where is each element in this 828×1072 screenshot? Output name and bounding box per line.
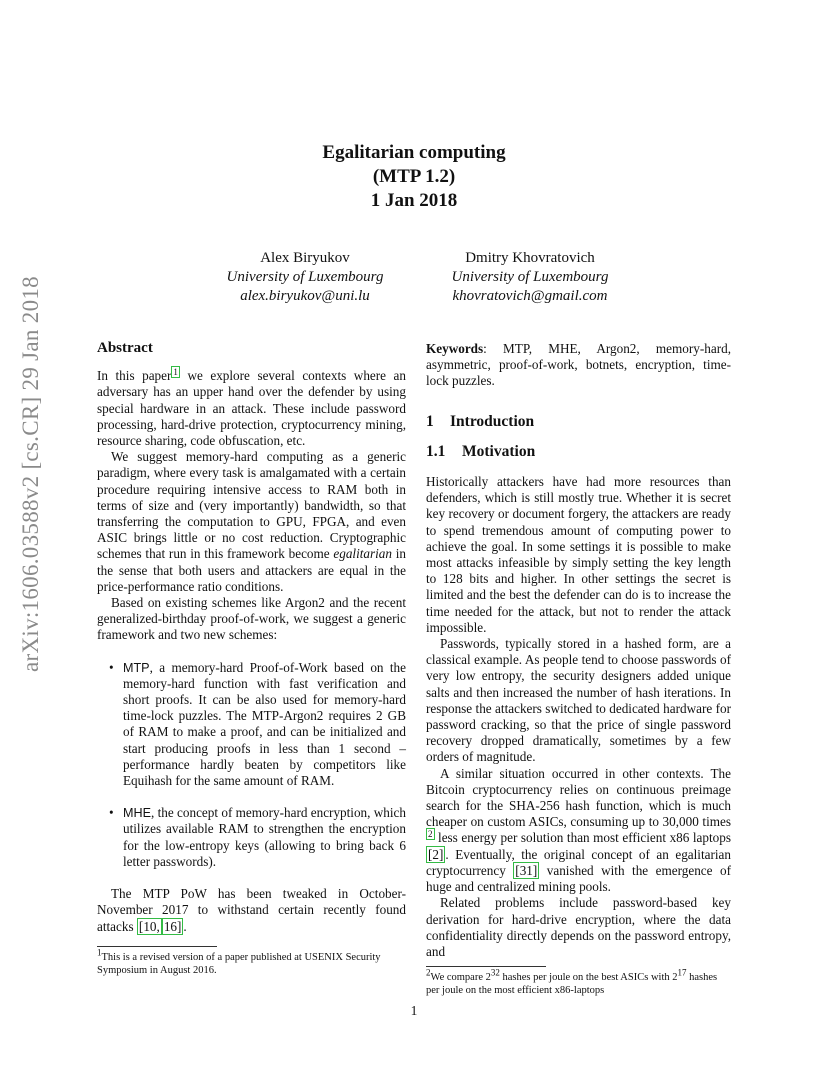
list-item bbox=[97, 660, 406, 790]
abstract-p2-start: We suggest memory-hard computing as a generic paradigm, where every task is amalgamated with a certain procedure requiring intensive access to RAM both in terms of size and (very importantly) bandwidth, so that transferring the computation to GPU, FPGA, and even ASIC brings little or no cost reduction. Cryptographic schemes that run in this framework become bbox=[97, 449, 406, 562]
abstract-paragraph-2 bbox=[97, 449, 406, 595]
section-heading bbox=[426, 414, 731, 430]
footnote-text: We compare 2 bbox=[430, 972, 491, 984]
paper-version: (MTP 1.2) bbox=[372, 166, 456, 187]
subsection-heading bbox=[426, 444, 731, 460]
intro-p3-part: less energy per solution than most efficient x86 laptops bbox=[434, 830, 731, 846]
footnote-text: hashes per joule on the most efficient x86-laptops bbox=[426, 972, 718, 997]
citation-link[interactable]: 16] bbox=[163, 918, 182, 934]
abstract-p4-end: . bbox=[183, 918, 187, 934]
bullet-icon: • bbox=[109, 805, 114, 821]
footnote-1 bbox=[97, 947, 406, 977]
scheme-list bbox=[97, 660, 406, 870]
keywords-label: Keywords bbox=[426, 341, 484, 356]
scheme-name: MHE bbox=[123, 806, 151, 821]
intro-paragraph-1: Historically attackers have had more resources than defenders, which is still mostly true. Whether it is secret key recovery or document forgery, the attackers are ready to spend tremendous amount of computing power to achieve the goal. In some settings it is possible to make most attacks infeasible by simply setting the key length to 128 bits and higher. In other settings the secret is limited and the best the defender can do is to increase the time needed for the attack, but not to render the attack impossible. bbox=[426, 474, 731, 635]
footnote-text: hashes per joule on the best ASICs with 2 bbox=[499, 972, 678, 984]
left-column bbox=[97, 340, 406, 977]
abstract-p2-emphasis: egalitarian bbox=[333, 546, 392, 562]
author-email: alex.biryukov@uni.lu bbox=[240, 288, 370, 304]
citation-link[interactable]: [31] bbox=[515, 862, 538, 878]
author-affiliation: University of Luxembourg bbox=[226, 269, 384, 285]
author-name: Alex Biryukov bbox=[260, 250, 350, 266]
author-1 bbox=[200, 249, 410, 306]
subsection-title: Motivation bbox=[462, 442, 536, 460]
intro-p3-start: A similar situation occurred in other contexts. The Bitcoin cryptocurrency relies on continuous preimage search for the SHA-256 hash function, which is much cheaper on custom ASICs, consuming up to 30,000 times bbox=[426, 765, 731, 830]
scheme-description: , the concept of memory-hard encryption, which utilizes available RAM to strengthen the encryption for the low-entropy keys (allowing to bring back 6 letter passwords). bbox=[123, 805, 406, 869]
subsection-number: 1.1 bbox=[426, 442, 446, 460]
footnote-exponent: 17 bbox=[677, 967, 687, 978]
intro-paragraph-4: Related problems include password-based key derivation for hard-drive encryption, where the data confidentiality directly depends on the password entropy, and bbox=[426, 895, 731, 959]
paper-date: 1 Jan 2018 bbox=[370, 190, 458, 211]
section-title: Introduction bbox=[450, 412, 535, 430]
right-column bbox=[426, 341, 731, 997]
intro-paragraph-3 bbox=[426, 766, 731, 896]
abstract-paragraph-1 bbox=[97, 368, 406, 449]
paper-title: Egalitarian computing bbox=[322, 142, 506, 163]
list-item bbox=[97, 805, 406, 870]
intro-paragraph-2: Passwords, typically stored in a hashed form, are a classical example. As people tend to choose passwords of very low entropy, the security designers added unique salts and then increased the number of hash iterations. In response the attackers switched to dedicated hardware for password cracking, so that the price of single password recovery dropped dramatically, sometimes by a few orders of magnitude. bbox=[426, 636, 731, 765]
citation-link[interactable]: [2] bbox=[428, 846, 444, 862]
citation-link[interactable]: [10, bbox=[138, 918, 160, 934]
keywords-list: : MTP, MHE, Argon2, memory-hard, asymmetric, proof-of-work, botnets, encryption, time-lock puzzles. bbox=[426, 341, 731, 389]
author-email: khovratovich@gmail.com bbox=[452, 288, 608, 304]
abstract-p1-start: In this paper bbox=[97, 368, 172, 384]
footnote-mark: 1 bbox=[97, 947, 102, 958]
footnote-exponent: 32 bbox=[490, 967, 500, 978]
footnote-1-link[interactable]: 1 bbox=[173, 366, 178, 377]
abstract-p4-start: The MTP PoW has been tweaked in October-November 2017 to withstand certain recently found attacks bbox=[97, 886, 406, 934]
intro-p3-part: . Eventually, the original concept of an egalitarian cryptocurrency bbox=[426, 846, 731, 878]
abstract-heading: Abstract bbox=[97, 340, 153, 356]
abstract-p1-rest: we explore several contexts where an adversary has an upper hand over the defender by using special hardware in an attack. These include password processing, hard-drive protection, cryptocurrency mining, resource sharing, code obfuscation, etc. bbox=[97, 368, 406, 449]
keywords-paragraph bbox=[426, 341, 731, 390]
abstract-p2-rest: in the sense that both users and attackers are equal in the price-performance ratio conditions. bbox=[97, 546, 406, 594]
section-number: 1 bbox=[426, 412, 434, 430]
abstract-paragraph-3: Based on existing schemes like Argon2 and the recent generalized-birthday proof-of-work, we suggest a generic framework and two new schemes: bbox=[97, 595, 406, 643]
scheme-name: MTP bbox=[123, 660, 150, 675]
footnote-text: This is a revised version of a paper published at USENIX Security Symposium in August 2016. bbox=[97, 951, 381, 976]
abstract-paragraph-4 bbox=[97, 886, 406, 935]
author-name: Dmitry Khovratovich bbox=[465, 250, 595, 266]
footnote-mark: 2 bbox=[426, 967, 431, 978]
intro-p3-end: vanished with the emergence of huge and centralized mining pools. bbox=[426, 862, 731, 895]
footnote-2-link[interactable]: 2 bbox=[428, 829, 433, 840]
scheme-description: , a memory-hard Proof-of-Work based on the memory-hard function with fast verification and short proofs. It can be also used for memory-hard time-lock puzzles. The MTP-Argon2 requires 2 GB of RAM to make a proof, and can be initialized and start producing proofs in less than 1 second – performance hardly beaten by competitors like Equihash for the same amount of RAM. bbox=[123, 659, 406, 789]
page-number: 1 bbox=[410, 1003, 418, 1018]
arxiv-sidebar-stamp: arXiv:1606.03588v2 [cs.CR] 29 Jan 2018 bbox=[18, 276, 43, 672]
author-2 bbox=[425, 249, 635, 306]
author-affiliation: University of Luxembourg bbox=[451, 269, 609, 285]
footnote-2 bbox=[426, 967, 731, 997]
title-block bbox=[0, 141, 828, 213]
bullet-icon: • bbox=[109, 659, 114, 675]
